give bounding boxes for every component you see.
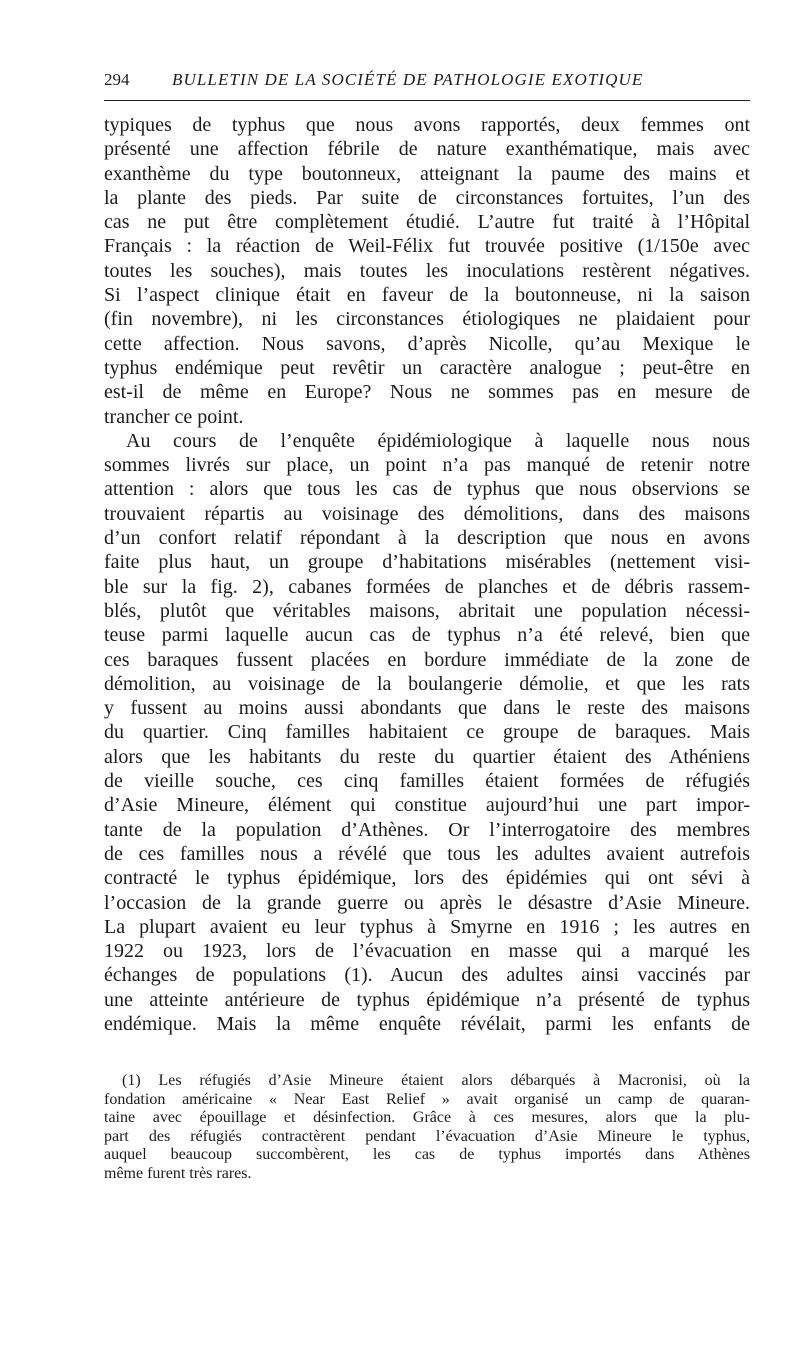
text-line: alors que les habitants du reste du quartier étaient des Athéniens (104, 745, 750, 768)
header-rule (104, 100, 750, 101)
text-line: blés, plutôt que véritables maisons, abritait une population nécessi- (104, 599, 750, 622)
text-line: la plante des pieds. Par suite de circonstances fortuites, l’un des (104, 186, 750, 209)
footnote-line: fondation américaine « Near East Relief » avait organisé un camp de quaran- (104, 1090, 750, 1108)
text-line: d’un confort relatif répondant à la description que nous en avons (104, 527, 750, 550)
text-line: contracté le typhus épidémique, lors des épidémies qui ont sévi à (104, 867, 750, 890)
text-line: y fussent au moins aussi abondants que dans le reste des maisons (104, 697, 750, 720)
text-line: présenté une affection fébrile de nature exanthématique, mais avec (104, 138, 750, 161)
text-line: faite plus haut, un groupe d’habitations misérables (nettement visi- (104, 551, 750, 574)
footnote-line: auquel beaucoup succombèrent, les cas de typhus importés dans Athènes (104, 1146, 750, 1163)
text-line: La plupart avaient eu leur typhus à Smyrne en 1916 ; les autres en (104, 915, 750, 938)
body-text (104, 113, 750, 1036)
text-line: du quartier. Cinq familles habitaient ce groupe de baraques. Mais (104, 721, 750, 744)
text-line: ble sur la fig. 2), cabanes formées de planches et de débris rassem- (104, 575, 750, 598)
text-line: Français : la réaction de Weil-Félix fut trouvée positive (1/150e avec (104, 235, 750, 258)
text-line: typiques de typhus que nous avons rapportés, deux femmes ont (104, 114, 750, 136)
text-line: cette affection. Nous savons, d’après Nicolle, qu’au Mexique le (104, 332, 750, 355)
text-line: (fin novembre), ni les circonstances étiologiques ne plaidaient pour (104, 308, 750, 331)
text-line: l’occasion de la grande guerre ou après le désastre d’Asie Mineure. (104, 891, 750, 914)
footnote-line: (1) Les réfugiés d’Asie Mineure étaient alors débarqués à Macronisi, où la (122, 1072, 750, 1089)
text-line: Si l’aspect clinique était en faveur de la boutonneuse, ni la saison (104, 284, 750, 307)
text-line: ces baraques fussent placées en bordure immédiate de la zone de (104, 648, 750, 671)
text-line: endémique. Mais la même enquête révélait, parmi les enfants de (104, 1012, 750, 1035)
text-line: est-il de même en Europe? Nous ne sommes pas en mesure de (104, 381, 750, 404)
text-line: de ces familles nous a révélé que tous les adultes avaient autrefois (104, 842, 750, 865)
text-line: toutes les souches), mais toutes les inoculations restèrent négatives. (104, 259, 750, 282)
text-line: typhus endémique peut revêtir un caractère analogue ; peut-être en (104, 356, 750, 379)
text-line: attention : alors que tous les cas de typhus que nous observions se (104, 478, 750, 501)
footnote-line: part des réfugiés contractèrent pendant l’évacuation d’Asie Mineure le typhus, (104, 1127, 750, 1145)
page-number: 294 (104, 70, 130, 89)
footnotes (104, 1072, 750, 1183)
text-line: démolition, au voisinage de la boulangerie démolie, et que les rats (104, 672, 750, 695)
text-line: une atteinte antérieure de typhus épidémique n’a présenté de typhus (104, 988, 750, 1011)
text-line: de vieille souche, ces cinq familles étaient formées de réfugiés (104, 770, 750, 793)
text-line: trouvaient répartis au voisinage des démolitions, dans des maisons (104, 502, 750, 525)
text-line: trancher ce point. (104, 405, 244, 428)
text-line: cas ne put être complètement étudié. L’autre fut traité à l’Hôpital (104, 211, 750, 234)
text-line: 1922 ou 1923, lors de l’évacuation en masse qui a marqué les (104, 940, 750, 963)
text-line: exanthème du type boutonneux, atteignant la paume des mains et (104, 162, 750, 185)
text-line: sommes livrés sur place, un point n’a pas manqué de retenir notre (104, 454, 750, 477)
footnote-line: taine avec épouillage et désinfection. Grâce à ces mesures, alors que la plu- (104, 1109, 750, 1126)
running-head: BULLETIN DE LA SOCIÉTÉ DE PATHOLOGIE EXOTIQUE (172, 70, 644, 89)
footnote-line: même furent très rares. (104, 1164, 252, 1182)
text-line: teuse parmi laquelle aucun cas de typhus n’a été relevé, bien que (104, 624, 750, 647)
text-line: d’Asie Mineure, élément qui constitue aujourd’hui une part impor- (104, 794, 750, 817)
text-line: échanges de populations (1). Aucun des adultes ainsi vaccinés par (104, 964, 750, 987)
page-header (104, 66, 750, 94)
text-line: Au cours de l’enquête épidémiologique à laquelle nous nous (126, 429, 750, 452)
text-line: tante de la population d’Athènes. Or l’interrogatoire des membres (104, 818, 750, 841)
